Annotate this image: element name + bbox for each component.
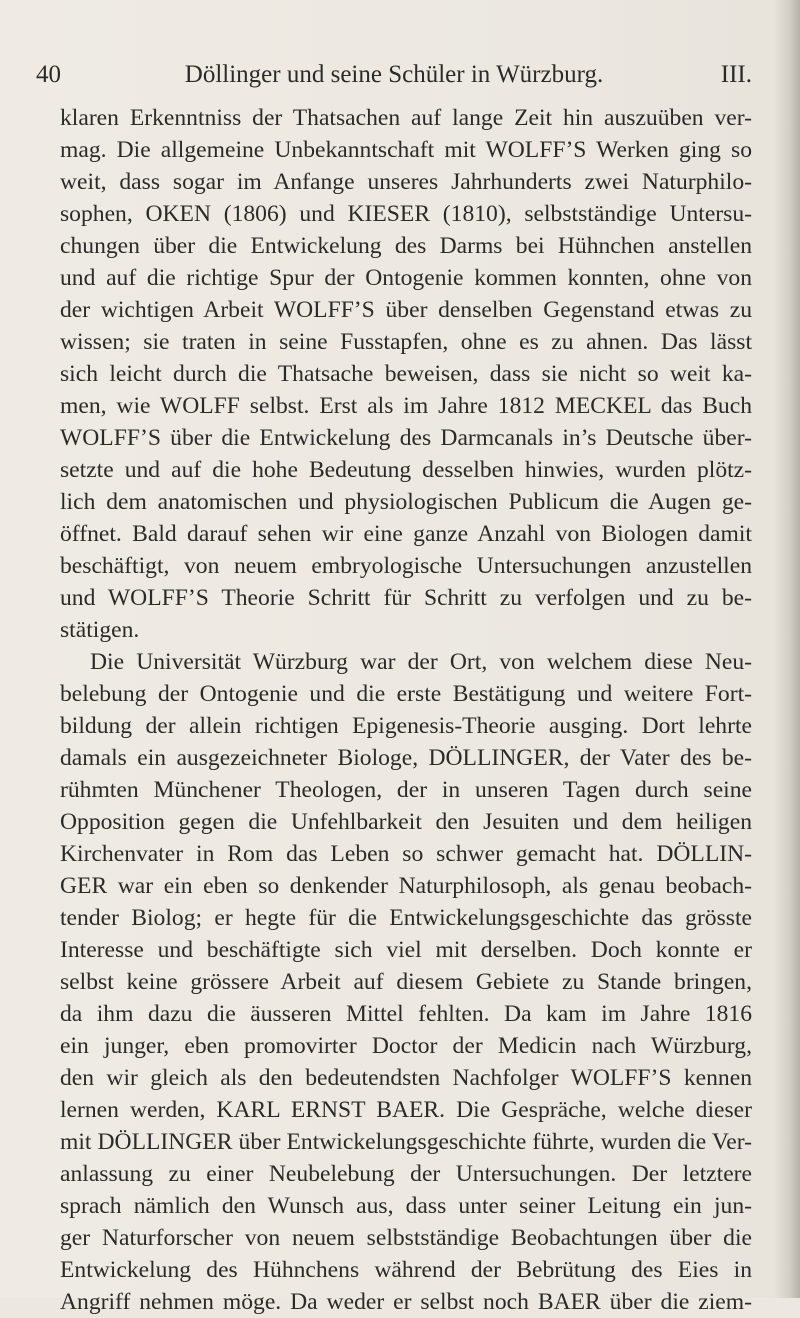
text-line: Angriff nehmen möge. Da weder er selbst noch BAER über die ziem- <box>60 1289 752 1315</box>
text-line: chungen über die Entwickelung des Darms bei Hühnchen anstellen <box>60 233 752 259</box>
text-line: mit DÖLLINGER über Entwickelungsgeschichte führte, wurden die Ver- <box>60 1129 752 1155</box>
text-line: men, wie WOLFF selbst. Erst als im Jahre 1812 MECKEL das Buch <box>60 393 752 419</box>
text-line: mag. Die allgemeine Unbekanntschaft mit WOLFF’S Werken ging so <box>60 137 752 163</box>
text-line: da ihm dazu die äusseren Mittel fehlten. Da kam im Jahre 1816 <box>60 1001 752 1027</box>
text-line: Opposition gegen die Unfehlbarkeit den Jesuiten und dem heiligen <box>60 809 752 835</box>
text-line: sich leicht durch die Thatsache beweisen, dass sie nicht so weit ka- <box>60 361 752 387</box>
text-line: sprach nämlich den Wunsch aus, dass unter seiner Leitung ein jun- <box>60 1193 752 1219</box>
text-line: und auf die richtige Spur der Ontogenie kommen konnten, ohne von <box>60 265 752 291</box>
text-line: Entwickelung des Hühnchens während der Bebrütung des Eies in <box>60 1257 752 1283</box>
text-line: ger Naturforscher von neuem selbstständige Beobachtungen über die <box>60 1225 752 1251</box>
body-text <box>60 102 752 1318</box>
page-number: 40 <box>36 61 61 88</box>
text-line: Die Universität Würzburg war der Ort, von welchem diese Neu- <box>90 649 752 675</box>
text-line: beschäftigt, von neuem embryologische Untersuchungen anzustellen <box>60 553 752 579</box>
text-line: Kirchenvater in Rom das Leben so schwer gemacht hat. DÖLLIN- <box>60 841 752 867</box>
text-line: der wichtigen Arbeit WOLFF’S über denselben Gegenstand etwas zu <box>60 297 752 323</box>
text-line: anlassung zu einer Neubelebung der Untersuchungen. Der letztere <box>60 1161 752 1187</box>
text-line: belebung der Ontogenie und die erste Bestätigung und weitere Fort- <box>60 681 752 707</box>
text-line: öffnet. Bald darauf sehen wir eine ganze Anzahl von Biologen damit <box>60 521 752 547</box>
text-line: tender Biolog; er hegte für die Entwickelungsgeschichte das grösste <box>60 905 752 931</box>
text-line: Interesse und beschäftigte sich viel mit derselben. Doch konnte er <box>60 937 752 963</box>
text-line: selbst keine grössere Arbeit auf diesem Gebiete zu Stande bringen, <box>60 969 752 995</box>
running-title: Döllinger und seine Schüler in Würzburg. <box>184 61 604 88</box>
text-line: lernen werden, KARL ERNST BAER. Die Gespräche, welche dieser <box>60 1097 752 1123</box>
text-line: und WOLFF’S Theorie Schritt für Schritt zu verfolgen und zu be- <box>60 585 752 611</box>
text-line: setzte und auf die hohe Bedeutung desselben hinwies, wurden plötz- <box>60 457 752 483</box>
text-line: lich dem anatomischen und physiologischen Publicum die Augen ge- <box>60 489 752 515</box>
text-line: klaren Erkenntniss der Thatsachen auf lange Zeit hin auszuüben ver- <box>60 105 752 131</box>
chapter-number: III. <box>720 61 752 88</box>
text-line: bildung der allein richtigen Epigenesis-Theorie ausging. Dort lehrte <box>60 713 752 739</box>
text-line: GER war ein eben so denkender Naturphilosoph, als genau beobach- <box>60 873 752 899</box>
text-line: ein junger, eben promovirter Doctor der Medicin nach Würzburg, <box>60 1033 752 1059</box>
page-edge-shadow <box>774 0 800 1298</box>
text-line: WOLFF’S über die Entwickelung des Darmcanals in’s Deutsche über- <box>60 425 752 451</box>
text-line: damals ein ausgezeichneter Biologe, DÖLLINGER, der Vater des be- <box>60 745 752 771</box>
running-head <box>36 58 752 92</box>
text-line: stätigen. <box>60 617 140 643</box>
text-line: sophen, OKEN (1806) und KIESER (1810), selbstständige Untersu- <box>60 201 752 227</box>
text-line: weit, dass sogar im Anfange unseres Jahrhunderts zwei Naturphilo- <box>60 169 752 195</box>
text-line: rühmten Münchener Theologen, der in unseren Tagen durch seine <box>60 777 752 803</box>
text-line: den wir gleich als den bedeutendsten Nachfolger WOLFF’S kennen <box>60 1065 752 1091</box>
text-line: wissen; sie traten in seine Fusstapfen, ohne es zu ahnen. Das lässt <box>60 329 752 355</box>
